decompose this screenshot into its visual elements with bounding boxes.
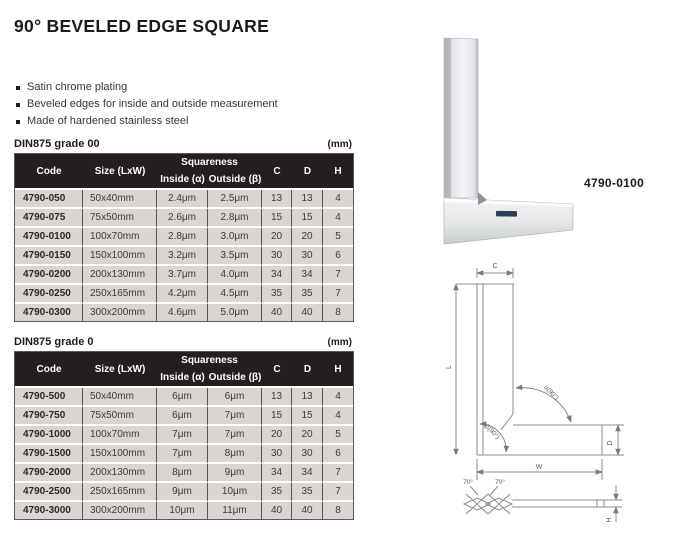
feature-text: Beveled edges for inside and outside measurement bbox=[27, 98, 278, 110]
header-size: Size (LxW) bbox=[83, 352, 157, 388]
code-cell: 4790-075 bbox=[15, 209, 83, 228]
c-cell: 20 bbox=[262, 228, 292, 247]
outside-cell: 7μm bbox=[208, 407, 262, 426]
feature-list bbox=[16, 79, 278, 130]
size-cell: 100x70mm bbox=[83, 426, 157, 445]
outside-cell: 7μm bbox=[208, 426, 262, 445]
size-cell: 200x130mm bbox=[83, 266, 157, 285]
bevel-leader-left bbox=[470, 486, 478, 495]
header-h: H bbox=[323, 154, 353, 190]
inside-cell: 3.7μm bbox=[157, 266, 208, 285]
d-cell: 40 bbox=[292, 502, 323, 519]
c-cell: 13 bbox=[262, 388, 292, 407]
w-dim-label: W bbox=[535, 464, 543, 471]
table-row bbox=[15, 483, 353, 502]
d-cell: 40 bbox=[292, 304, 323, 321]
size-cell: 150x100mm bbox=[83, 247, 157, 266]
d-cell: 20 bbox=[292, 426, 323, 445]
bevel-angle-right-label: 70° bbox=[495, 479, 505, 486]
inside-cell: 4.6μm bbox=[157, 304, 208, 321]
c-cell: 15 bbox=[262, 209, 292, 228]
table-header bbox=[15, 154, 353, 190]
c-dim-label: C bbox=[492, 263, 498, 270]
c-cell: 15 bbox=[262, 407, 292, 426]
bevel-leader-right bbox=[490, 486, 498, 495]
header-c: C bbox=[262, 154, 292, 190]
size-cell: 100x70mm bbox=[83, 228, 157, 247]
table-row bbox=[15, 228, 353, 247]
feature-item bbox=[16, 79, 278, 96]
outside-cell: 4.5μm bbox=[208, 285, 262, 304]
code-cell: 4790-0300 bbox=[15, 304, 83, 321]
c-cell: 35 bbox=[262, 285, 292, 304]
outside-cell: 4.0μm bbox=[208, 266, 262, 285]
code-cell: 4790-0100 bbox=[15, 228, 83, 247]
inside-cell: 7μm bbox=[157, 426, 208, 445]
header-code: Code bbox=[15, 154, 83, 190]
h-cell: 6 bbox=[323, 445, 353, 464]
insize-logo bbox=[496, 211, 517, 217]
size-cell: 75x50mm bbox=[83, 209, 157, 228]
outside-angle-arc bbox=[516, 388, 571, 422]
blade-bevel-edge bbox=[501, 414, 513, 430]
feature-item bbox=[16, 113, 278, 130]
c-cell: 13 bbox=[262, 190, 292, 209]
d-cell: 30 bbox=[292, 247, 323, 266]
c-cell: 40 bbox=[262, 502, 292, 519]
table-row bbox=[15, 426, 353, 445]
size-cell: 250x165mm bbox=[83, 483, 157, 502]
h-cell: 7 bbox=[323, 483, 353, 502]
size-cell: 75x50mm bbox=[83, 407, 157, 426]
table-header bbox=[15, 352, 353, 388]
inside-cell: 9μm bbox=[157, 483, 208, 502]
h-dim-label: H bbox=[606, 517, 613, 523]
c-cell: 34 bbox=[262, 266, 292, 285]
unit-label: (mm) bbox=[327, 337, 352, 348]
table-row bbox=[15, 464, 353, 483]
outside-cell: 9μm bbox=[208, 464, 262, 483]
d-cell: 20 bbox=[292, 228, 323, 247]
header-outside: Outside (β) bbox=[208, 369, 262, 388]
inside-cell: 4.2μm bbox=[157, 285, 208, 304]
product-photo bbox=[420, 14, 580, 249]
c-cell: 35 bbox=[262, 483, 292, 502]
outside-cell: 6μm bbox=[208, 388, 262, 407]
table-label-row bbox=[14, 138, 352, 150]
outside-cell: 8μm bbox=[208, 445, 262, 464]
d-cell: 30 bbox=[292, 445, 323, 464]
table-row bbox=[15, 247, 353, 266]
inside-cell: 2.8μm bbox=[157, 228, 208, 247]
size-cell: 300x200mm bbox=[83, 304, 157, 321]
header-h: H bbox=[323, 352, 353, 388]
outside-cell: 3.5μm bbox=[208, 247, 262, 266]
h-cell: 8 bbox=[323, 304, 353, 321]
l-dim-label: L bbox=[446, 365, 453, 369]
outside-cell: 2.8μm bbox=[208, 209, 262, 228]
header-inside: Inside (α) bbox=[157, 369, 208, 388]
page-title: 90° BEVELED EDGE SQUARE bbox=[14, 16, 270, 36]
table-row bbox=[15, 304, 353, 321]
table-row bbox=[15, 190, 353, 209]
header-size: Size (LxW) bbox=[83, 154, 157, 190]
h-cell: 5 bbox=[323, 228, 353, 247]
h-cell: 5 bbox=[323, 426, 353, 445]
code-cell: 4790-3000 bbox=[15, 502, 83, 519]
code-cell: 4790-750 bbox=[15, 407, 83, 426]
table-label-row bbox=[14, 336, 352, 348]
inside-cell: 2.6μm bbox=[157, 209, 208, 228]
table-body bbox=[15, 388, 353, 519]
spec-table-grade-00 bbox=[14, 138, 352, 322]
d-cell: 35 bbox=[292, 483, 323, 502]
header-inside: Inside (α) bbox=[157, 171, 208, 190]
h-cell: 7 bbox=[323, 266, 353, 285]
table-row bbox=[15, 502, 353, 519]
header-outside: Outside (β) bbox=[208, 171, 262, 190]
c-cell: 20 bbox=[262, 426, 292, 445]
inside-cell: 8μm bbox=[157, 464, 208, 483]
inside-cell: 10μm bbox=[157, 502, 208, 519]
code-cell: 4790-2000 bbox=[15, 464, 83, 483]
code-cell: 4790-0200 bbox=[15, 266, 83, 285]
outside-cell: 3.0μm bbox=[208, 228, 262, 247]
inside-cell: 2.4μm bbox=[157, 190, 208, 209]
header-squareness: Squareness bbox=[157, 154, 262, 171]
code-cell: 4790-2500 bbox=[15, 483, 83, 502]
d-cell: 35 bbox=[292, 285, 323, 304]
h-cell: 8 bbox=[323, 502, 353, 519]
inside-cell: 6μm bbox=[157, 407, 208, 426]
code-cell: 4790-500 bbox=[15, 388, 83, 407]
inside-cell: 7μm bbox=[157, 445, 208, 464]
table-body bbox=[15, 190, 353, 321]
feature-text: Made of hardened stainless steel bbox=[27, 115, 189, 127]
outside-cell: 5.0μm bbox=[208, 304, 262, 321]
d-cell: 13 bbox=[292, 388, 323, 407]
d-cell: 34 bbox=[292, 266, 323, 285]
outside-cell: 2.5μm bbox=[208, 190, 262, 209]
feature-text: Satin chrome plating bbox=[27, 81, 128, 93]
h-cell: 7 bbox=[323, 285, 353, 304]
bevel-angle-left-label: 70° bbox=[463, 479, 473, 486]
outside-cell: 11μm bbox=[208, 502, 262, 519]
dimension-diagram bbox=[428, 254, 678, 533]
h-cell: 4 bbox=[323, 407, 353, 426]
h-cell: 4 bbox=[323, 190, 353, 209]
spec-table bbox=[14, 153, 354, 322]
grade-label: DIN875 grade 0 bbox=[14, 336, 94, 348]
code-cell: 4790-1000 bbox=[15, 426, 83, 445]
code-cell: 4790-0150 bbox=[15, 247, 83, 266]
table-row bbox=[15, 285, 353, 304]
square-blade-edge bbox=[444, 38, 451, 198]
size-cell: 300x200mm bbox=[83, 502, 157, 519]
header-d: D bbox=[292, 352, 323, 388]
header-code: Code bbox=[15, 352, 83, 388]
outside-cell: 10μm bbox=[208, 483, 262, 502]
outside-angle-label: α(90°) bbox=[542, 384, 560, 402]
size-cell: 200x130mm bbox=[83, 464, 157, 483]
h-cell: 4 bbox=[323, 209, 353, 228]
header-d: D bbox=[292, 154, 323, 190]
inside-cell: 6μm bbox=[157, 388, 208, 407]
table-row bbox=[15, 209, 353, 228]
inside-angle-label: β(90°) bbox=[483, 423, 501, 441]
code-cell: 4790-1500 bbox=[15, 445, 83, 464]
code-cell: 4790-050 bbox=[15, 190, 83, 209]
unit-label: (mm) bbox=[327, 139, 352, 150]
grade-label: DIN875 grade 00 bbox=[14, 138, 100, 150]
h-cell: 4 bbox=[323, 388, 353, 407]
table-row bbox=[15, 445, 353, 464]
c-cell: 30 bbox=[262, 445, 292, 464]
spec-table bbox=[14, 351, 354, 520]
d-cell: 15 bbox=[292, 407, 323, 426]
table-row bbox=[15, 388, 353, 407]
d-cell: 34 bbox=[292, 464, 323, 483]
c-cell: 34 bbox=[262, 464, 292, 483]
d-cell: 15 bbox=[292, 209, 323, 228]
header-c: C bbox=[262, 352, 292, 388]
d-dim-label: D bbox=[607, 440, 614, 446]
c-cell: 40 bbox=[262, 304, 292, 321]
size-cell: 250x165mm bbox=[83, 285, 157, 304]
table-row bbox=[15, 266, 353, 285]
size-cell: 50x40mm bbox=[83, 388, 157, 407]
c-cell: 30 bbox=[262, 247, 292, 266]
h-cell: 6 bbox=[323, 247, 353, 266]
header-squareness: Squareness bbox=[157, 352, 262, 369]
product-code-label: 4790-0100 bbox=[584, 176, 645, 190]
table-row bbox=[15, 407, 353, 426]
feature-item bbox=[16, 96, 278, 113]
spec-table-grade-0 bbox=[14, 336, 352, 520]
h-cell: 7 bbox=[323, 464, 353, 483]
size-cell: 150x100mm bbox=[83, 445, 157, 464]
inside-cell: 3.2μm bbox=[157, 247, 208, 266]
size-cell: 50x40mm bbox=[83, 190, 157, 209]
code-cell: 4790-0250 bbox=[15, 285, 83, 304]
d-cell: 13 bbox=[292, 190, 323, 209]
